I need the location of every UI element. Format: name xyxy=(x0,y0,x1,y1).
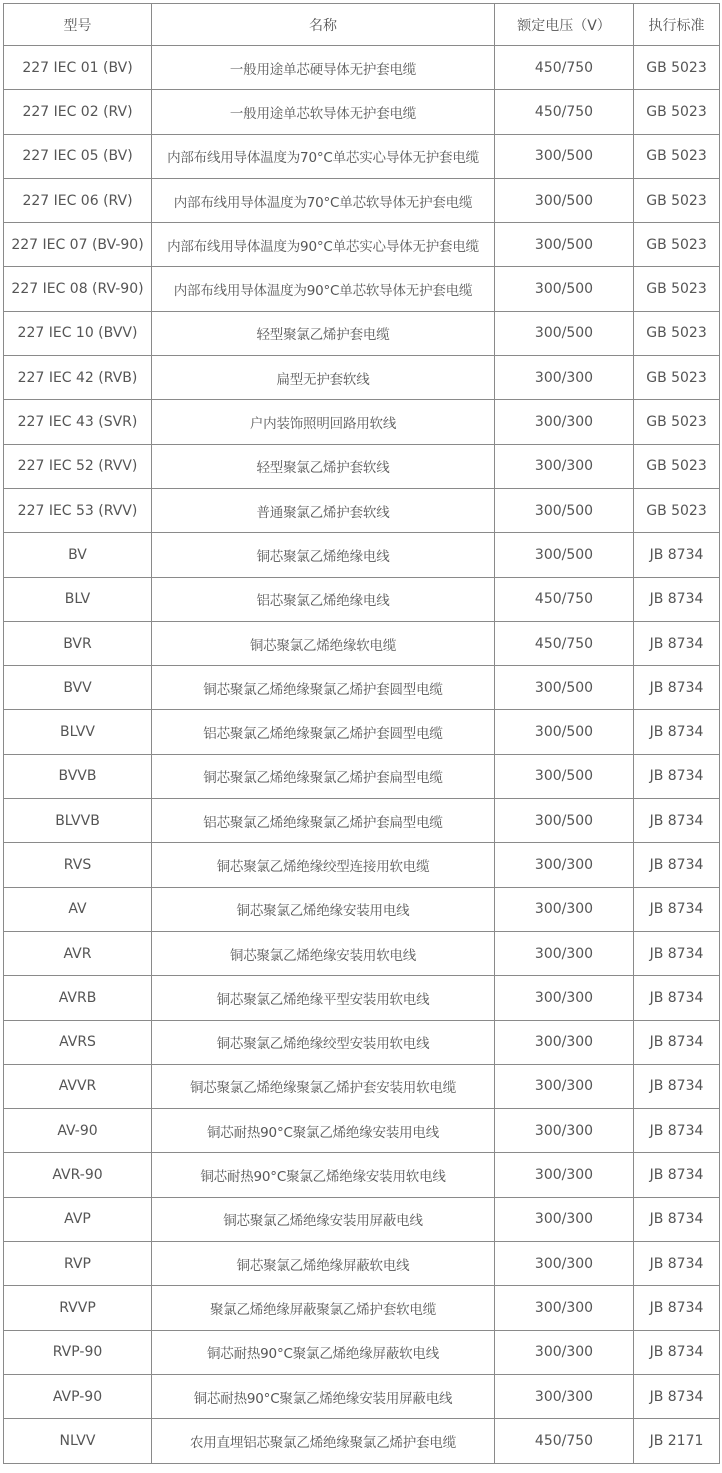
cell-rated-voltage: 300/500 xyxy=(495,710,634,754)
cell-model: 227 IEC 53 (RVV) xyxy=(4,488,152,532)
cell-standard: JB 8734 xyxy=(634,887,720,931)
cell-standard: JB 8734 xyxy=(634,799,720,843)
cell-standard: GB 5023 xyxy=(634,178,720,222)
cell-name: 户内装饰照明回路用软线 xyxy=(152,400,495,444)
cell-standard: JB 8734 xyxy=(634,1242,720,1286)
cell-rated-voltage: 300/300 xyxy=(495,1064,634,1108)
cell-standard: GB 5023 xyxy=(634,488,720,532)
table-row xyxy=(4,356,720,400)
cell-rated-voltage: 300/300 xyxy=(495,356,634,400)
table-row xyxy=(4,843,720,887)
table-row xyxy=(4,488,720,532)
table-row xyxy=(4,577,720,621)
cell-model: 227 IEC 06 (RV) xyxy=(4,178,152,222)
cell-standard: JB 8734 xyxy=(634,1109,720,1153)
cell-rated-voltage: 300/300 xyxy=(495,1109,634,1153)
cell-name: 铜芯聚氯乙烯绝缘绞型连接用软电缆 xyxy=(152,843,495,887)
table-row xyxy=(4,444,720,488)
cable-spec-table xyxy=(3,3,720,1464)
cell-rated-voltage: 300/300 xyxy=(495,1286,634,1330)
cell-name: 铜芯耐热90°C聚氯乙烯绝缘安装用电线 xyxy=(152,1109,495,1153)
cell-rated-voltage: 300/500 xyxy=(495,134,634,178)
cell-rated-voltage: 450/750 xyxy=(495,577,634,621)
cell-model: BVVB xyxy=(4,754,152,798)
cell-model: AVVR xyxy=(4,1064,152,1108)
cell-name: 一般用途单芯软导体无护套电缆 xyxy=(152,90,495,134)
table-row xyxy=(4,1020,720,1064)
table-row xyxy=(4,621,720,665)
cell-model: 227 IEC 08 (RV-90) xyxy=(4,267,152,311)
cell-name: 内部布线用导体温度为90°C单芯软导体无护套电缆 xyxy=(152,267,495,311)
cell-standard: JB 8734 xyxy=(634,976,720,1020)
table-row xyxy=(4,887,720,931)
cell-model: 227 IEC 10 (BVV) xyxy=(4,311,152,355)
cell-rated-voltage: 300/300 xyxy=(495,931,634,975)
cell-model: AVR xyxy=(4,931,152,975)
table-row xyxy=(4,799,720,843)
cell-model: BVR xyxy=(4,621,152,665)
cell-standard: JB 8734 xyxy=(634,1020,720,1064)
cell-model: 227 IEC 42 (RVB) xyxy=(4,356,152,400)
cell-name: 农用直埋铝芯聚氯乙烯绝缘聚氯乙烯护套电缆 xyxy=(152,1419,495,1463)
table-row xyxy=(4,1064,720,1108)
cell-name: 铜芯耐热90°C聚氯乙烯绝缘安装用软电线 xyxy=(152,1153,495,1197)
cell-rated-voltage: 450/750 xyxy=(495,1419,634,1463)
table-row xyxy=(4,931,720,975)
cell-rated-voltage: 300/300 xyxy=(495,1242,634,1286)
cell-name: 铜芯聚氯乙烯绝缘聚氯乙烯护套扁型电缆 xyxy=(152,754,495,798)
cell-name: 铝芯聚氯乙烯绝缘聚氯乙烯护套圆型电缆 xyxy=(152,710,495,754)
cell-standard: JB 8734 xyxy=(634,1286,720,1330)
table-row xyxy=(4,1109,720,1153)
cell-name: 普通聚氯乙烯护套软线 xyxy=(152,488,495,532)
cell-standard: JB 8734 xyxy=(634,843,720,887)
cell-model: 227 IEC 43 (SVR) xyxy=(4,400,152,444)
cell-rated-voltage: 300/500 xyxy=(495,267,634,311)
cell-model: RVS xyxy=(4,843,152,887)
cell-model: 227 IEC 52 (RVV) xyxy=(4,444,152,488)
table-row xyxy=(4,1374,720,1418)
cell-standard: JB 8734 xyxy=(634,1197,720,1241)
cell-rated-voltage: 300/300 xyxy=(495,887,634,931)
cell-standard: GB 5023 xyxy=(634,134,720,178)
table-row xyxy=(4,178,720,222)
cell-standard: JB 8734 xyxy=(634,931,720,975)
cell-standard: GB 5023 xyxy=(634,223,720,267)
cell-standard: GB 5023 xyxy=(634,90,720,134)
table-row xyxy=(4,400,720,444)
table-row xyxy=(4,267,720,311)
table-row xyxy=(4,46,720,90)
cell-rated-voltage: 450/750 xyxy=(495,46,634,90)
cell-name: 内部布线用导体温度为70°C单芯实心导体无护套电缆 xyxy=(152,134,495,178)
cell-rated-voltage: 450/750 xyxy=(495,621,634,665)
cell-standard: JB 8734 xyxy=(634,621,720,665)
table-header xyxy=(4,4,720,46)
cell-model: AV xyxy=(4,887,152,931)
cell-name: 铜芯聚氯乙烯绝缘聚氯乙烯护套圆型电缆 xyxy=(152,666,495,710)
cell-standard: JB 2171 xyxy=(634,1419,720,1463)
cell-name: 铜芯聚氯乙烯绝缘绞型安装用软电线 xyxy=(152,1020,495,1064)
cell-rated-voltage: 300/300 xyxy=(495,1330,634,1374)
cell-name: 铜芯聚氯乙烯绝缘软电缆 xyxy=(152,621,495,665)
cell-model: RVP xyxy=(4,1242,152,1286)
cell-model: BLV xyxy=(4,577,152,621)
cell-standard: JB 8734 xyxy=(634,577,720,621)
cell-name: 铜芯聚氯乙烯绝缘屏蔽软电线 xyxy=(152,1242,495,1286)
cell-model: RVVP xyxy=(4,1286,152,1330)
cell-rated-voltage: 300/500 xyxy=(495,666,634,710)
table-row xyxy=(4,533,720,577)
cell-name: 铜芯耐热90°C聚氯乙烯绝缘屏蔽软电线 xyxy=(152,1330,495,1374)
table-row xyxy=(4,1242,720,1286)
cell-standard: GB 5023 xyxy=(634,311,720,355)
cable-spec-table-container xyxy=(3,3,720,1464)
table-row xyxy=(4,311,720,355)
cell-standard: GB 5023 xyxy=(634,400,720,444)
cell-rated-voltage: 300/500 xyxy=(495,311,634,355)
cell-rated-voltage: 300/300 xyxy=(495,444,634,488)
cell-name: 铜芯聚氯乙烯绝缘电线 xyxy=(152,533,495,577)
cell-name: 铝芯聚氯乙烯绝缘电线 xyxy=(152,577,495,621)
cell-model: AVRS xyxy=(4,1020,152,1064)
cell-rated-voltage: 300/500 xyxy=(495,533,634,577)
cell-name: 铜芯聚氯乙烯绝缘安装用屏蔽电线 xyxy=(152,1197,495,1241)
cell-standard: GB 5023 xyxy=(634,46,720,90)
cell-rated-voltage: 300/300 xyxy=(495,1374,634,1418)
cell-standard: JB 8734 xyxy=(634,710,720,754)
cell-rated-voltage: 300/300 xyxy=(495,843,634,887)
cell-rated-voltage: 300/300 xyxy=(495,976,634,1020)
cell-model: BLVV xyxy=(4,710,152,754)
cell-model: BV xyxy=(4,533,152,577)
table-row xyxy=(4,754,720,798)
cell-name: 一般用途单芯硬导体无护套电缆 xyxy=(152,46,495,90)
cell-model: AV-90 xyxy=(4,1109,152,1153)
cell-rated-voltage: 300/300 xyxy=(495,1020,634,1064)
cell-model: AVP xyxy=(4,1197,152,1241)
cell-name: 铜芯聚氯乙烯绝缘平型安装用软电线 xyxy=(152,976,495,1020)
cell-rated-voltage: 300/500 xyxy=(495,799,634,843)
cell-model: RVP-90 xyxy=(4,1330,152,1374)
table-row xyxy=(4,666,720,710)
cell-name: 铜芯聚氯乙烯绝缘安装用电线 xyxy=(152,887,495,931)
header-row xyxy=(4,4,720,46)
cell-rated-voltage: 300/500 xyxy=(495,754,634,798)
cell-model: BLVVB xyxy=(4,799,152,843)
header-rated-voltage: 额定电压（V） xyxy=(495,4,634,46)
cell-rated-voltage: 300/300 xyxy=(495,400,634,444)
cell-name: 聚氯乙烯绝缘屏蔽聚氯乙烯护套软电缆 xyxy=(152,1286,495,1330)
cell-name: 扁型无护套软线 xyxy=(152,356,495,400)
table-row xyxy=(4,1286,720,1330)
cell-standard: JB 8734 xyxy=(634,666,720,710)
cell-standard: JB 8734 xyxy=(634,1330,720,1374)
cell-model: AVRB xyxy=(4,976,152,1020)
cell-name: 铝芯聚氯乙烯绝缘聚氯乙烯护套扁型电缆 xyxy=(152,799,495,843)
cell-rated-voltage: 450/750 xyxy=(495,90,634,134)
header-standard: 执行标准 xyxy=(634,4,720,46)
table-row xyxy=(4,710,720,754)
cell-model: AVP-90 xyxy=(4,1374,152,1418)
cell-name: 铜芯聚氯乙烯绝缘安装用软电线 xyxy=(152,931,495,975)
cell-model: 227 IEC 07 (BV-90) xyxy=(4,223,152,267)
cell-rated-voltage: 300/300 xyxy=(495,1153,634,1197)
table-row xyxy=(4,90,720,134)
header-name: 名称 xyxy=(152,4,495,46)
cell-standard: GB 5023 xyxy=(634,444,720,488)
cell-name: 铜芯耐热90°C聚氯乙烯绝缘安装用屏蔽电线 xyxy=(152,1374,495,1418)
table-row xyxy=(4,976,720,1020)
table-row xyxy=(4,1197,720,1241)
table-row xyxy=(4,1419,720,1463)
table-row xyxy=(4,1153,720,1197)
cell-rated-voltage: 300/500 xyxy=(495,223,634,267)
cell-standard: JB 8734 xyxy=(634,1064,720,1108)
header-model: 型号 xyxy=(4,4,152,46)
cell-model: 227 IEC 05 (BV) xyxy=(4,134,152,178)
cell-model: BVV xyxy=(4,666,152,710)
cell-name: 轻型聚氯乙烯护套软线 xyxy=(152,444,495,488)
cell-name: 内部布线用导体温度为70°C单芯软导体无护套电缆 xyxy=(152,178,495,222)
cell-standard: JB 8734 xyxy=(634,754,720,798)
cell-model: NLVV xyxy=(4,1419,152,1463)
cell-name: 轻型聚氯乙烯护套电缆 xyxy=(152,311,495,355)
table-row xyxy=(4,223,720,267)
cell-rated-voltage: 300/300 xyxy=(495,1197,634,1241)
cell-standard: JB 8734 xyxy=(634,1153,720,1197)
cell-rated-voltage: 300/500 xyxy=(495,178,634,222)
table-row xyxy=(4,134,720,178)
cell-standard: JB 8734 xyxy=(634,1374,720,1418)
cell-standard: GB 5023 xyxy=(634,267,720,311)
cell-model: AVR-90 xyxy=(4,1153,152,1197)
cell-standard: JB 8734 xyxy=(634,533,720,577)
table-row xyxy=(4,1330,720,1374)
cell-rated-voltage: 300/500 xyxy=(495,488,634,532)
cell-name: 铜芯聚氯乙烯绝缘聚氯乙烯护套安装用软电缆 xyxy=(152,1064,495,1108)
cell-model: 227 IEC 02 (RV) xyxy=(4,90,152,134)
cell-standard: GB 5023 xyxy=(634,356,720,400)
table-body xyxy=(4,46,720,1464)
cell-name: 内部布线用导体温度为90°C单芯实心导体无护套电缆 xyxy=(152,223,495,267)
cell-model: 227 IEC 01 (BV) xyxy=(4,46,152,90)
